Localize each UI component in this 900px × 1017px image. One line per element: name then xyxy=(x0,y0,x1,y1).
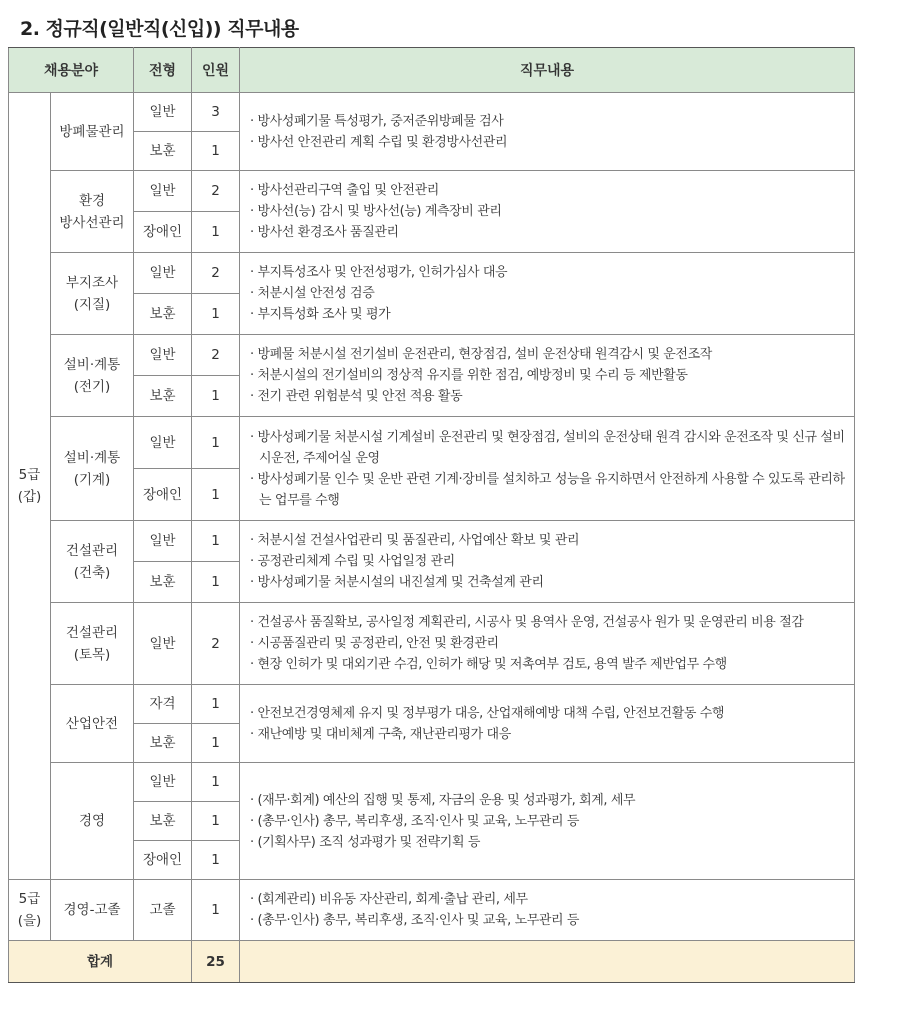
duty-line: · 방사성폐기물 특성평가, 중저준위방폐물 검사 xyxy=(250,113,504,129)
duty-line: · 방사선 환경조사 품질관리 xyxy=(250,225,399,240)
field-name: 부지조사 (지질) xyxy=(51,253,134,335)
type-cell: 보훈 xyxy=(134,562,192,603)
type-cell: 보훈 xyxy=(134,294,192,335)
duty-line: · (총무·인사) 총무, 복리후생, 조직·인사 및 교육, 노무관리 등 xyxy=(250,813,580,829)
count-cell: 1 xyxy=(192,376,240,417)
type-cell: 일반 xyxy=(134,417,192,469)
duty-line: · 시공품질관리 및 공정관리, 안전 및 환경관리 xyxy=(250,636,499,651)
field-name: 경영 xyxy=(51,763,134,880)
job-duty-table xyxy=(8,47,855,983)
duty-line: · 현장 인허가 및 대외기관 수검, 인허가 해당 및 저촉여부 검토, 용역 발주 제반업무 수행 xyxy=(250,657,727,672)
duty-line: · 공정관리체계 수립 및 사업일정 관리 xyxy=(250,554,455,569)
table-row xyxy=(9,335,855,376)
type-cell: 일반 xyxy=(134,521,192,562)
duty-line: · 전기 관련 위험분석 및 안전 적용 활동 xyxy=(250,389,463,404)
duty-cell xyxy=(240,253,855,335)
type-cell: 보훈 xyxy=(134,724,192,763)
count-cell: 1 xyxy=(192,212,240,253)
count-cell: 2 xyxy=(192,603,240,685)
header-type: 전형 xyxy=(134,48,192,93)
duty-line: · 방사선 안전관리 계획 수립 및 환경방사선관리 xyxy=(250,134,508,150)
field-name: 설비·계통 (기계) xyxy=(51,417,134,521)
field-name: 경영-고졸 xyxy=(51,880,134,941)
total-row xyxy=(9,941,855,983)
duty-cell xyxy=(240,335,855,417)
count-cell: 1 xyxy=(192,724,240,763)
type-cell: 일반 xyxy=(134,603,192,685)
table-row xyxy=(9,171,855,212)
count-cell: 1 xyxy=(192,132,240,171)
duty-line: · 처분시설 건설사업관리 및 품질관리, 사업예산 확보 및 관리 xyxy=(250,533,580,548)
count-cell: 2 xyxy=(192,253,240,294)
type-cell: 보훈 xyxy=(134,802,192,841)
duty-cell xyxy=(240,417,855,521)
type-cell: 자격 xyxy=(134,685,192,724)
count-cell: 2 xyxy=(192,335,240,376)
count-cell: 1 xyxy=(192,763,240,802)
duty-line: · 처분시설 안전성 검증 xyxy=(250,286,375,301)
table-row xyxy=(9,880,855,941)
duty-line: · 재난예방 및 대비체계 구축, 재난관리평가 대응 xyxy=(250,726,511,742)
total-label: 합계 xyxy=(9,941,192,983)
duty-line: · 부지특성조사 및 안전성평가, 인허가심사 대응 xyxy=(250,265,508,280)
page-title: 2. 정규직(일반직(신입)) 직무내용 xyxy=(20,18,299,40)
duty-line: · (재무·회계) 예산의 집행 및 통제, 자금의 운용 및 성과평가, 회계, 세무 xyxy=(250,792,636,808)
field-name: 설비·계통 (전기) xyxy=(51,335,134,417)
type-cell: 일반 xyxy=(134,763,192,802)
count-cell: 2 xyxy=(192,171,240,212)
header-field: 채용분야 xyxy=(9,48,134,93)
header-duty: 직무내용 xyxy=(240,48,855,93)
table-row xyxy=(9,93,855,132)
type-cell: 고졸 xyxy=(134,880,192,941)
type-cell: 보훈 xyxy=(134,132,192,171)
duty-line: · 방사선(능) 감시 및 방사선(능) 계측장비 관리 xyxy=(250,204,502,219)
type-cell: 장애인 xyxy=(134,469,192,521)
duty-line: · 처분시설의 전기설비의 정상적 유지를 위한 점검, 예방정비 및 수리 등 제반활동 xyxy=(250,368,688,383)
duty-line: · 안전보건경영체제 유지 및 정부평가 대응, 산업재해예방 대책 수립, 안전보건활동 수행 xyxy=(250,705,725,721)
field-name: 환경 방사선관리 xyxy=(51,171,134,253)
grade-cell: 5급 (을) xyxy=(9,880,51,941)
duty-cell xyxy=(240,603,855,685)
table-row xyxy=(9,521,855,562)
type-cell: 장애인 xyxy=(134,212,192,253)
table-row xyxy=(9,417,855,469)
duty-line: · (회계관리) 비유동 자산관리, 회계·출납 관리, 세무 xyxy=(250,892,528,907)
table-row xyxy=(9,763,855,802)
count-cell: 1 xyxy=(192,521,240,562)
duty-cell xyxy=(240,880,855,941)
table-body xyxy=(9,93,855,983)
duty-line: · 부지특성화 조사 및 평가 xyxy=(250,307,391,322)
total-count: 25 xyxy=(192,941,240,983)
type-cell: 보훈 xyxy=(134,376,192,417)
count-cell: 1 xyxy=(192,469,240,521)
table-row xyxy=(9,253,855,294)
count-cell: 1 xyxy=(192,802,240,841)
duty-line: · 방폐물 처분시설 전기설비 운전관리, 현장점검, 설비 운전상태 원격감시 및 운전조작 xyxy=(250,347,712,362)
grade-cell: 5급 (갑) xyxy=(9,93,51,880)
duty-cell xyxy=(240,171,855,253)
type-cell: 장애인 xyxy=(134,841,192,880)
field-name: 산업안전 xyxy=(51,685,134,763)
field-name: 건설관리 (토목) xyxy=(51,603,134,685)
duty-cell xyxy=(240,93,855,171)
duty-line: · 방사선관리구역 출입 및 안전관리 xyxy=(250,183,439,198)
duty-line: · 건설공사 품질확보, 공사일정 계획관리, 시공사 및 용역사 운영, 건설공사 원가 및 운영관리 비용 절감 xyxy=(250,615,804,630)
duty-line: · 방사성폐기물 처분시설 기계설비 운전관리 및 현장점검, 설비의 운전상태 원격 감시와 운전조작 및 신규 설비 시운전, 주제어실 운영 xyxy=(250,429,845,466)
count-cell: 3 xyxy=(192,93,240,132)
table-header-row xyxy=(9,48,855,93)
count-cell: 1 xyxy=(192,417,240,469)
count-cell: 1 xyxy=(192,685,240,724)
count-cell: 1 xyxy=(192,294,240,335)
duty-cell xyxy=(240,685,855,763)
duty-line: · (기획사무) 조직 성과평가 및 전략기획 등 xyxy=(250,834,481,850)
table-row xyxy=(9,603,855,685)
count-cell: 1 xyxy=(192,841,240,880)
field-name: 건설관리 (건축) xyxy=(51,521,134,603)
header-count: 인원 xyxy=(192,48,240,93)
table-row xyxy=(9,685,855,724)
duty-cell xyxy=(240,521,855,603)
duty-cell xyxy=(240,763,855,880)
type-cell: 일반 xyxy=(134,171,192,212)
duty-line: · (총무·인사) 총무, 복리후생, 조직·인사 및 교육, 노무관리 등 xyxy=(250,913,580,928)
duty-line: · 방사성폐기물 처분시설의 내진설계 및 건축설계 관리 xyxy=(250,575,544,590)
count-cell: 1 xyxy=(192,880,240,941)
field-name: 방폐물관리 xyxy=(51,93,134,171)
total-empty xyxy=(240,941,855,983)
type-cell: 일반 xyxy=(134,253,192,294)
type-cell: 일반 xyxy=(134,93,192,132)
type-cell: 일반 xyxy=(134,335,192,376)
duty-line: · 방사성폐기물 인수 및 운반 관련 기계·장비를 설치하고 성능을 유지하면서 안전하게 사용할 수 있도록 관리하는 업무를 수행 xyxy=(250,471,845,508)
count-cell: 1 xyxy=(192,562,240,603)
